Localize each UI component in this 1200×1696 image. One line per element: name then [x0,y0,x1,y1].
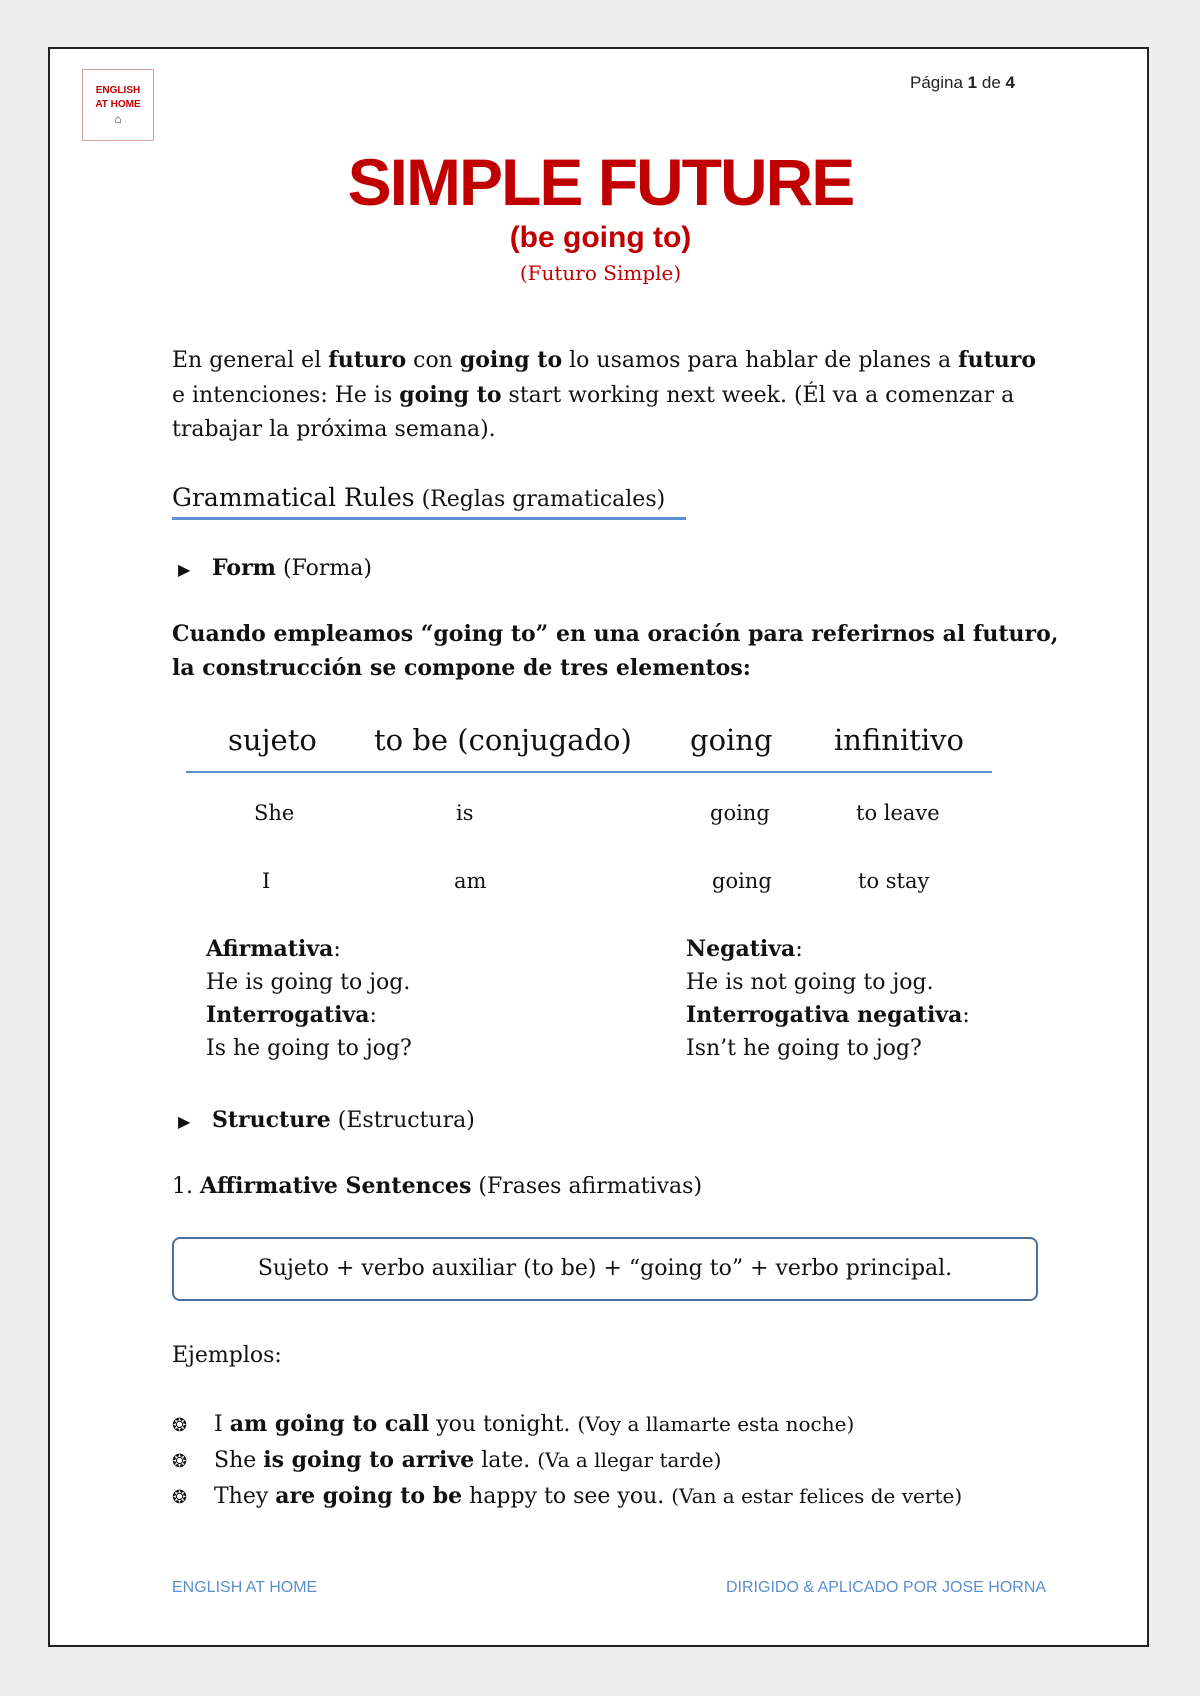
footer-right: DIRIGIDO & APLICADO POR JOSE HORNA [726,1579,1047,1596]
negative-label: Negativa [686,936,796,962]
table-cell: to leave [856,801,940,825]
table-header-going: going [690,723,773,757]
list-item: ❂ I am going to call you tonight. (Voy a llamarte esta noche) [172,1407,962,1443]
document-page [48,47,1149,1647]
table-cell: going [712,869,772,893]
form-lead-text: Cuando empleamos “going to” en una oración para referirnos al futuro, la construcción se compone de tres elementos: [172,621,1059,681]
forms-left-column: Afirmativa: He is going to jog. Interrogativa: Is he going to jog? [206,933,412,1065]
table-header-infinitive: infinitivo [834,723,965,757]
page-title: SIMPLE FUTURE [347,145,854,219]
triangle-bullet-icon: ▶ [178,1112,191,1131]
structure-formula-box: Sujeto + verbo auxiliar (to be) + “going to” + verbo principal. [172,1237,1038,1301]
interrogative-example: Is he going to jog? [206,1036,412,1061]
logo [82,69,154,141]
list-item: ❂ She is going to arrive late. (Va a llegar tarde) [172,1443,962,1479]
forms-right-column: Negativa: He is not going to jog. Interrogativa negativa: Isn’t he going to jog? [686,933,970,1065]
circle-bullet-icon: ❂ [172,1415,188,1436]
page-subtitle: (be going to) [509,221,692,254]
structure-bullet: ▶ Structure (Estructura) [178,1107,475,1133]
house-icon: ⌂ [114,112,122,126]
negative-example: He is not going to jog. [686,970,934,995]
list-item: ❂ They are going to be happy to see you. (Van a estar felices de verte) [172,1479,962,1515]
table-cell: to stay [858,869,930,893]
affirmative-example: He is going to jog. [206,970,411,995]
heading-underline [172,517,686,520]
page-number: Página 1 de 4 [910,73,1015,92]
table-header-subject: sujeto [228,723,317,757]
circle-bullet-icon: ❂ [172,1451,188,1472]
neg-interrogative-example: Isn’t he going to jog? [686,1036,922,1061]
affirmative-sentences-heading: 1. Affirmative Sentences (Frases afirmativas) [172,1173,703,1199]
table-cell: I [262,869,271,893]
table-cell: am [454,869,487,893]
table-header-tobe: to be (conjugado) [374,723,632,757]
table-cell: is [456,801,474,825]
triangle-bullet-icon: ▶ [178,560,191,579]
circle-bullet-icon: ❂ [172,1487,188,1508]
examples-list [172,1407,962,1515]
table-cell: She [254,801,295,825]
logo-line-1: ENGLISH [95,85,141,96]
examples-title: Ejemplos: [172,1343,282,1368]
logo-line-2: AT HOME [95,99,141,110]
section-heading-rules: Grammatical Rules (Reglas gramaticales) [172,483,666,512]
intro-paragraph: En general el futuro con going to lo usamos para hablar de planes a futuro e intenciones: He is going to start working next week. (Él va a comenzar a trabajar la próxima semana). [172,347,1037,442]
neg-interrogative-label: Interrogativa negativa [686,1002,963,1028]
footer-left: ENGLISH AT HOME [172,1579,318,1596]
form-bullet: ▶ Form (Forma) [178,555,372,581]
interrogative-label: Interrogativa [206,1002,370,1028]
table-header-divider [186,771,992,773]
table-cell: going [710,801,770,825]
affirmative-label: Afirmativa [206,936,334,962]
page-subtitle-translation: (Futuro Simple) [519,261,682,285]
